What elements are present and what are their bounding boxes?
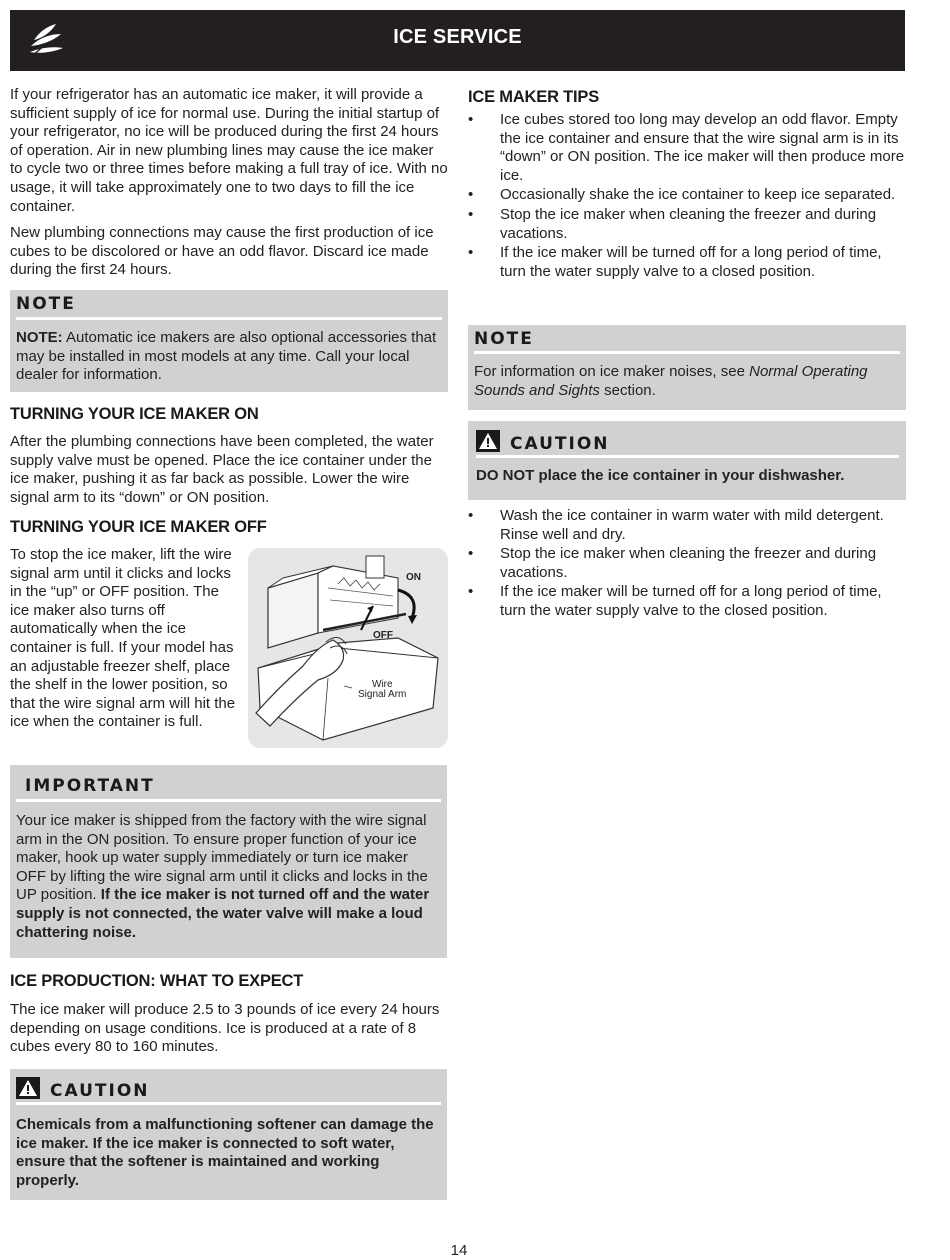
note-text-2: [474, 363, 900, 400]
caution-text-2: DO NOT place the ice container in your dishwasher.: [476, 467, 845, 484]
caution-box-2: [468, 421, 906, 500]
production-section: [10, 972, 448, 1057]
important-rule: [16, 799, 441, 802]
tips-item: [468, 244, 906, 281]
label-off: OFF: [373, 630, 393, 641]
tips-list: [468, 111, 906, 281]
page-title: ICE SERVICE: [393, 26, 522, 48]
turning-on-heading: TURNING YOUR ICE MAKER ON: [10, 405, 259, 423]
important-body: Your ice maker is shipped from the factory with the wire signal arm in the ON position. To ensure proper function of your ice maker, hook up water supply immediately or turn ice maker OFF by lifting the wire signal arm until it clicks and locks in the UP position.: [16, 812, 428, 904]
note-rule: [16, 317, 442, 320]
care-item: [468, 583, 906, 620]
bullet-dot: •: [468, 186, 474, 204]
production-heading: ICE PRODUCTION: WHAT TO EXPECT: [10, 972, 304, 990]
tips-item: [468, 111, 906, 185]
note-italic-link: Normal Operating Sounds and Sights: [474, 363, 868, 399]
care-item: [468, 545, 906, 582]
ice-maker-illustration: [248, 548, 448, 748]
important-title: IMPORTANT: [25, 776, 155, 796]
warning-icon: [476, 430, 500, 452]
note-box-2: [468, 325, 906, 410]
bullet-dot: •: [468, 507, 474, 524]
intro-paragraph-1: If your refrigerator has an automatic ice maker, it will provide a sufficient supply of ice for normal use. During the initial startup of your refrigerator, no ice will be produced during the first 24 hours of operation. Air in new plumbing lines may cause the ice maker to cycle two or three times before making a full tray of ice. With no usage, it will take approximately one to two days to fill the ice container.: [10, 86, 448, 215]
caution-rule-2: [476, 455, 899, 458]
note-body: Automatic ice makers are also optional accessories that may be installed in most models at any time. Call your local dealer for information.: [16, 329, 437, 384]
bullet-dot: •: [468, 244, 474, 262]
bullet-dot: •: [468, 583, 474, 601]
tips-item-text: Ice cubes stored too long may develop an odd flavor. Empty the ice container and ensure that the wire signal arm is in its “down” or ON position. The ice maker will then produce more ice.: [500, 111, 905, 184]
bullet-dot: •: [468, 111, 474, 128]
care-item: [468, 507, 906, 544]
note-text: [16, 329, 442, 385]
tips-item: [468, 206, 906, 243]
caution-title-text-1: CAUTION: [50, 1081, 150, 1101]
page-header: [10, 10, 905, 71]
care-list: [468, 507, 906, 621]
tips-heading: ICE MAKER TIPS: [468, 88, 600, 106]
care-section: [468, 507, 906, 622]
tips-item-text: Occasionally shake the ice container to keep ice separated.: [500, 186, 896, 204]
label-on: ON: [406, 572, 421, 583]
care-item-text: If the ice maker will be turned off for a long period of time, turn the water supply valve to the closed position.: [500, 583, 882, 619]
right-column: [468, 88, 906, 282]
note-rule-2: [474, 351, 900, 354]
label-wire: Wire: [372, 679, 393, 690]
note-text-before: For information on ice maker noises, see: [474, 363, 750, 380]
production-text: The ice maker will produce 2.5 to 3 pounds of ice every 24 hours depending on usage conditions. Ice is produced at a rate of 8 cubes every 80 to 160 minutes.: [10, 1001, 440, 1056]
note-text-after: section.: [599, 381, 656, 399]
bullet-dot: •: [468, 205, 474, 223]
caution-rule-1: [16, 1102, 441, 1105]
care-item-text: Stop the ice maker when cleaning the freezer and during vacations.: [500, 545, 877, 581]
note-title: NOTE: [16, 294, 76, 314]
caution-title-text-2: CAUTION: [510, 434, 610, 454]
caution-box-1: [10, 1069, 447, 1200]
left-column: [10, 86, 448, 280]
caution-title-1: [16, 1077, 441, 1101]
turning-on-section: [10, 405, 448, 507]
care-item-text: Wash the ice container in warm water with mild detergent. Rinse well and dry.: [500, 507, 884, 543]
turning-off-text: To stop the ice maker, lift the wire signal arm until it clicks and locks in the “up” or OFF position. The ice maker also turns off automatically when the ice container is full. If your model has an adjustable freezer shelf, place the shelf in the lower position, so that the wire signal arm will hit the ice when the container is full.: [10, 546, 236, 731]
tips-item-text: If the ice maker will be turned off for a long period of time, turn the water supply valve to a closed position.: [500, 244, 882, 280]
tips-item: [468, 186, 906, 205]
note-lead: NOTE:: [16, 329, 63, 346]
important-bold: If the ice maker is not turned off and the water supply is not connected, the water valve will make a loud chattering noise.: [16, 886, 430, 941]
bullet-dot: •: [468, 545, 474, 563]
note-title-2: NOTE: [474, 329, 534, 349]
turning-on-text: After the plumbing connections have been completed, the water supply valve must be opened. Place the ice container under the ice maker, pushing it as far back as possible. Lower the wire signal arm to its “down” or ON position.: [10, 433, 434, 506]
turning-off-heading: TURNING YOUR ICE MAKER OFF: [10, 518, 267, 536]
important-text: [16, 812, 441, 942]
note-box-1: [10, 290, 448, 392]
label-signal-arm: Signal Arm: [358, 689, 407, 700]
caution-title-2: [476, 430, 899, 454]
page-number: 14: [450, 1242, 468, 1259]
tips-item-text: Stop the ice maker when cleaning the freezer and during vacations.: [500, 205, 877, 242]
caution-text-1: Chemicals from a malfunctioning softener can damage the ice maker. If the ice maker is connected to soft water, ensure that the softener is maintained and working properly.: [16, 1116, 434, 1189]
intro-paragraph-2: New plumbing connections may cause the first production of ice cubes to be discolored or have an odd flavor. Discard ice made during the first 24 hours.: [10, 224, 434, 279]
important-box: [10, 765, 447, 958]
warning-icon: [16, 1077, 40, 1099]
